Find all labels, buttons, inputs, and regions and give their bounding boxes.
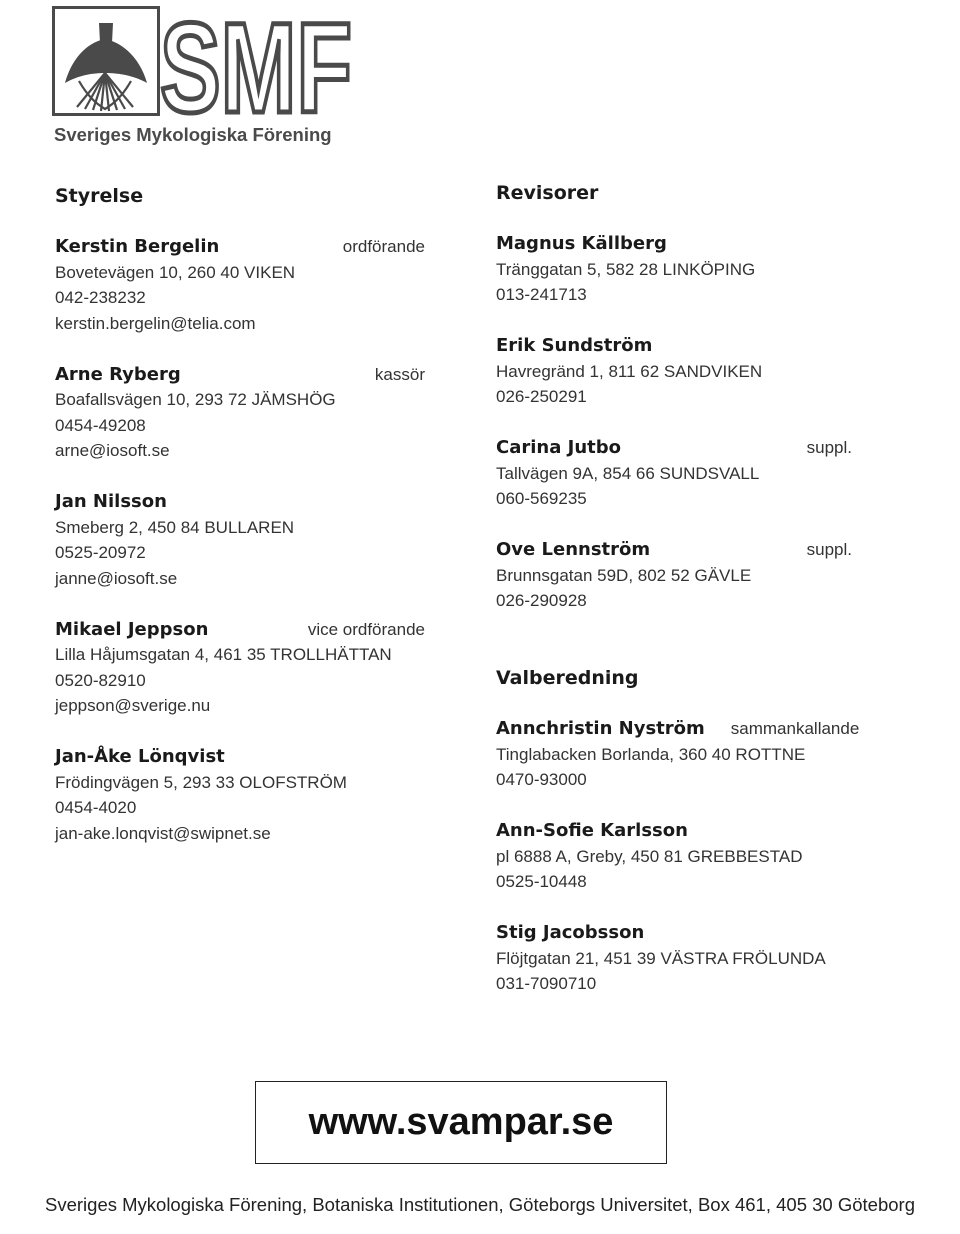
member-address: Tränggatan 5, 582 28 LINKÖPING (496, 259, 756, 279)
member-phone: 0454-4020 (55, 798, 137, 817)
member-name: Jan Nilsson (55, 491, 167, 512)
member-address: Tallvägen 9A, 854 66 SUNDSVALL (496, 463, 760, 483)
member-address: Flöjtgatan 21, 451 39 VÄSTRA FRÖLUNDA (496, 948, 826, 968)
member-name: Magnus Källberg (496, 233, 667, 254)
member-role: suppl. (806, 438, 852, 457)
member-address: Frödingvägen 5, 293 33 OLOFSTRÖM (55, 772, 347, 792)
member-name: Ove Lennström (496, 539, 651, 560)
member-email: janne@iosoft.se (55, 568, 178, 588)
member-name: Mikael Jeppson (55, 618, 209, 640)
member-name: Ann-Sofie Karlsson (496, 820, 688, 841)
smf-logo (52, 6, 372, 148)
member-address: Lilla Håjumsgatan 4, 461 35 TROLLHÄTTAN (55, 645, 392, 664)
member-entry (55, 489, 425, 591)
valberedning-heading: Valberedning (496, 667, 639, 689)
member-role: ordförande (342, 237, 425, 256)
member-entry (496, 920, 876, 997)
member-phone: 0520-82910 (55, 670, 146, 690)
member-address: Smeberg 2, 450 84 BULLAREN (55, 517, 295, 537)
member-phone: 026-290928 (496, 591, 587, 610)
member-entry (496, 818, 876, 895)
org-name-logo: Sveriges Mykologiska Förening (54, 124, 332, 145)
member-email: arne@iosoft.se (55, 441, 170, 460)
member-phone: 0525-20972 (55, 543, 146, 562)
website-box (255, 1081, 667, 1164)
website-url[interactable]: www.svampar.se (308, 1101, 614, 1143)
member-name: Stig Jacobsson (496, 922, 645, 943)
footer-address: Sveriges Mykologiska Förening, Botaniska Institutionen, Göteborgs Universitet, Box 461, 405 30 Göteborg (45, 1194, 915, 1215)
member-entry (496, 231, 876, 308)
member-phone: 060-569235 (496, 489, 587, 508)
member-entry (55, 362, 425, 464)
member-address: Tinglabacken Borlanda, 360 40 ROTTNE (496, 744, 806, 764)
member-phone: 026-250291 (496, 387, 587, 406)
member-entry (55, 617, 425, 719)
styrelse-heading: Styrelse (55, 185, 144, 207)
member-address: Havregränd 1, 811 62 SANDVIKEN (496, 361, 763, 381)
smf-letters (160, 6, 356, 118)
member-name: Arne Ryberg (55, 363, 181, 385)
styrelse-section (55, 183, 425, 872)
member-phone: 042-238232 (55, 288, 146, 307)
member-name: Jan-Åke Lönqvist (55, 746, 225, 767)
member-address: Brunnsgatan 59D, 802 52 GÄVLE (496, 565, 752, 585)
member-name: Erik Sundström (496, 335, 653, 356)
member-address: pl 6888 A, Greby, 450 81 GREBBESTAD (496, 846, 803, 866)
member-name: Annchristin Nyström (496, 718, 705, 739)
member-address: Boafallsvägen 10, 293 72 JÄMSHÖG (55, 390, 336, 409)
member-role: vice ordförande (307, 619, 425, 639)
right-column (496, 180, 876, 1022)
member-email: jan-ake.lonqvist@swipnet.se (55, 823, 271, 843)
member-phone: 0525-10448 (496, 872, 587, 891)
member-phone: 013-241713 (496, 285, 587, 304)
member-name: Carina Jutbo (496, 437, 621, 458)
member-role: sammankallande (730, 719, 860, 738)
member-phone: 031-7090710 (496, 974, 597, 993)
smf-letters-text: SMF (160, 6, 352, 118)
member-entry (496, 716, 876, 793)
member-entry (496, 333, 876, 410)
member-entry (55, 234, 425, 336)
member-email: jeppson@sverige.nu (55, 696, 211, 715)
member-name: Kerstin Bergelin (55, 236, 220, 257)
member-entry (496, 537, 876, 614)
member-phone: 0454-49208 (55, 415, 146, 435)
member-entry (55, 744, 425, 846)
member-email: kerstin.bergelin@telia.com (55, 313, 256, 333)
member-role: suppl. (806, 540, 852, 559)
member-entry (496, 435, 876, 512)
revisorer-heading: Revisorer (496, 182, 599, 204)
member-address: Bovetevägen 10, 260 40 VIKEN (55, 262, 296, 282)
member-role: kassör (374, 364, 425, 384)
mushroom-emblem (52, 6, 160, 116)
member-phone: 0470-93000 (496, 770, 587, 789)
